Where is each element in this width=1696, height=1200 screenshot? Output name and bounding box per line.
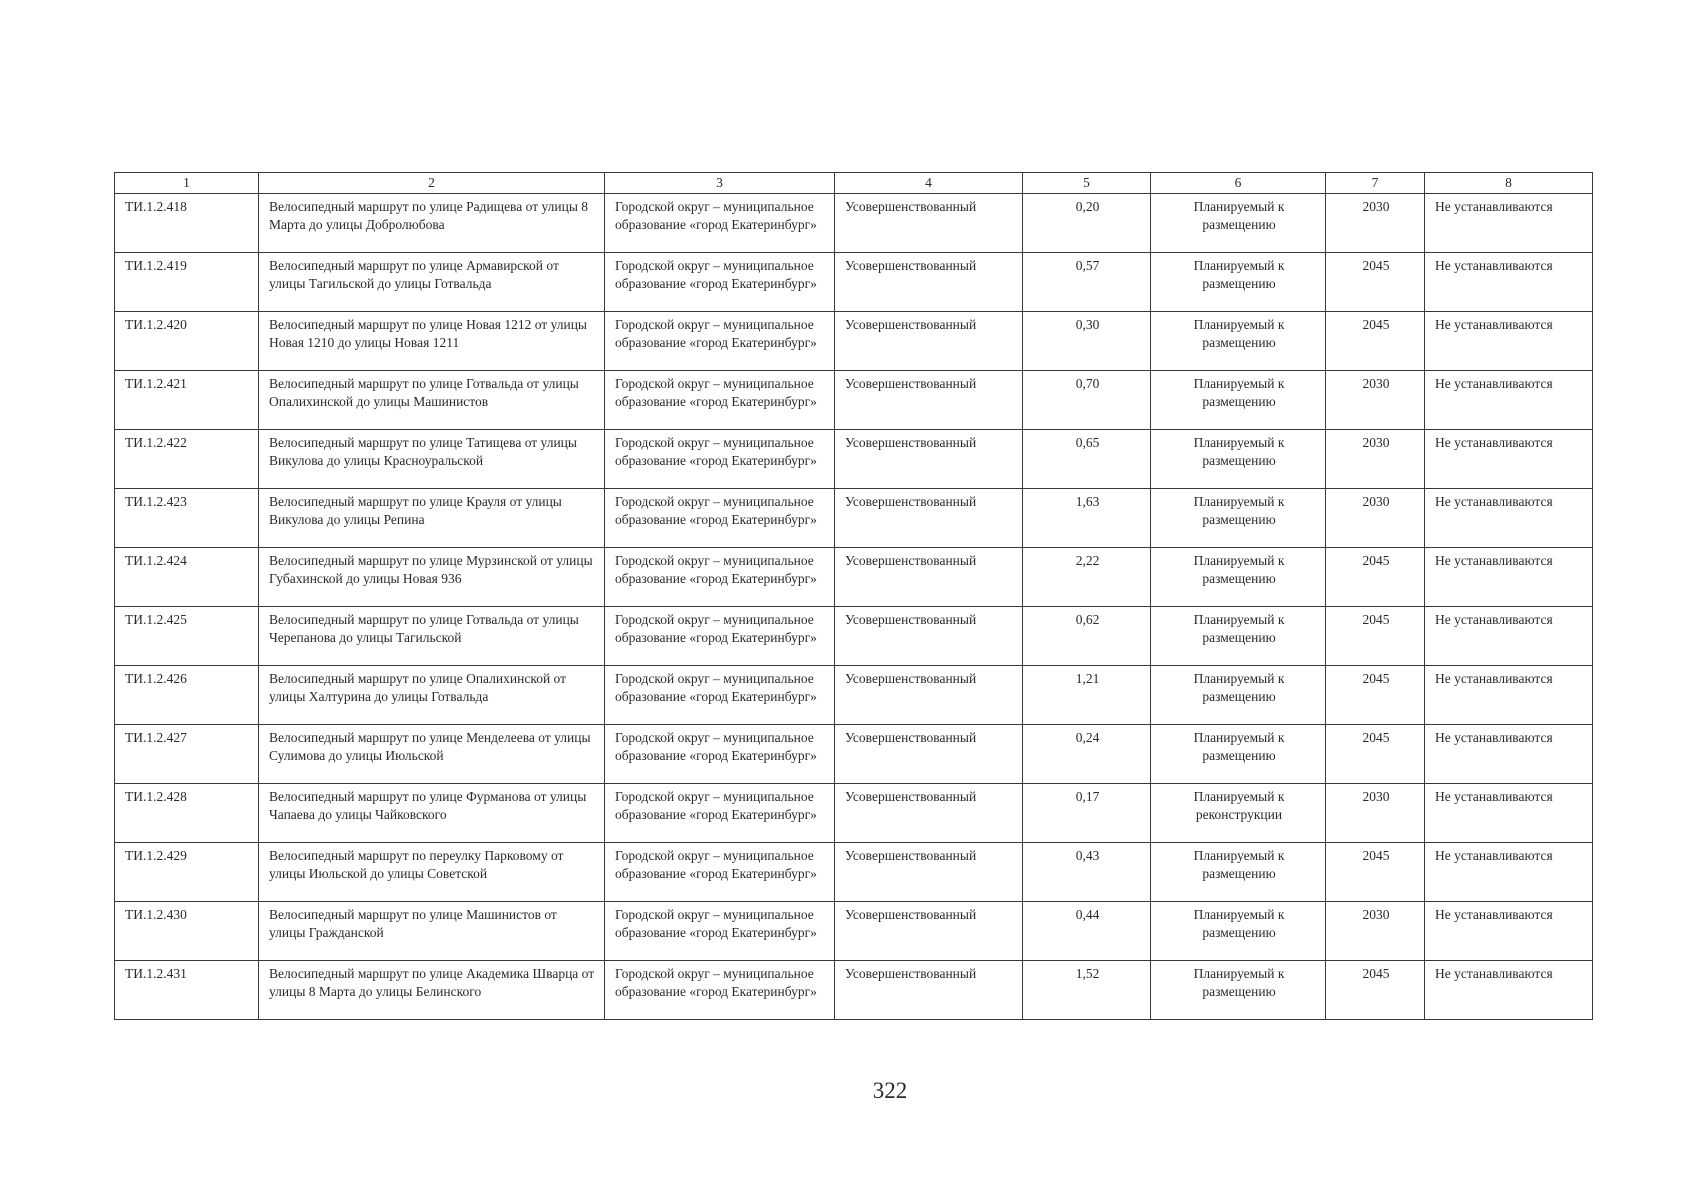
cell-route-name: Велосипедный маршрут по улице Радищева от улицы 8 Марта до улицы Добролюбова bbox=[259, 194, 605, 253]
table-row bbox=[115, 312, 1593, 371]
cell-owner: Городской округ – муниципальное образование «город Екатеринбург» bbox=[605, 253, 835, 312]
header-cell: 1 bbox=[115, 173, 259, 194]
page-number: 322 bbox=[872, 1078, 908, 1103]
cell-route-name: Велосипедный маршрут по улице Новая 1212 от улицы Новая 1210 до улицы Новая 1211 bbox=[259, 312, 605, 371]
routes-table bbox=[114, 172, 1593, 1020]
cell-status: Планируемый к реконструкции bbox=[1151, 784, 1326, 843]
cell-year: 2045 bbox=[1326, 961, 1425, 1020]
cell-surface-type: Усовершенствованный bbox=[835, 784, 1023, 843]
cell-zones: Не устанавливаются bbox=[1425, 312, 1593, 371]
cell-year: 2030 bbox=[1326, 371, 1425, 430]
table-row bbox=[115, 253, 1593, 312]
cell-zones: Не устанавливаются bbox=[1425, 548, 1593, 607]
cell-zones: Не устанавливаются bbox=[1425, 607, 1593, 666]
cell-surface-type: Усовершенствованный bbox=[835, 725, 1023, 784]
cell-year: 2030 bbox=[1326, 194, 1425, 253]
cell-surface-type: Усовершенствованный bbox=[835, 548, 1023, 607]
cell-surface-type: Усовершенствованный bbox=[835, 843, 1023, 902]
cell-surface-type: Усовершенствованный bbox=[835, 194, 1023, 253]
cell-status: Планируемый к размещению bbox=[1151, 725, 1326, 784]
cell-status: Планируемый к размещению bbox=[1151, 961, 1326, 1020]
cell-year: 2045 bbox=[1326, 548, 1425, 607]
cell-surface-type: Усовершенствованный bbox=[835, 666, 1023, 725]
cell-route-name: Велосипедный маршрут по переулку Парковому от улицы Июльской до улицы Советской bbox=[259, 843, 605, 902]
header-cell: 7 bbox=[1326, 173, 1425, 194]
cell-zones: Не устанавливаются bbox=[1425, 253, 1593, 312]
cell-surface-type: Усовершенствованный bbox=[835, 607, 1023, 666]
cell-id: ТИ.1.2.430 bbox=[115, 902, 259, 961]
cell-surface-type: Усовершенствованный bbox=[835, 253, 1023, 312]
cell-year: 2045 bbox=[1326, 843, 1425, 902]
cell-year: 2045 bbox=[1326, 725, 1425, 784]
cell-year: 2030 bbox=[1326, 784, 1425, 843]
cell-id: ТИ.1.2.429 bbox=[115, 843, 259, 902]
cell-status: Планируемый к размещению bbox=[1151, 194, 1326, 253]
cell-zones: Не устанавливаются bbox=[1425, 194, 1593, 253]
cell-route-name: Велосипедный маршрут по улице Академика Шварца от улицы 8 Марта до улицы Белинского bbox=[259, 961, 605, 1020]
cell-length: 0,65 bbox=[1023, 430, 1151, 489]
cell-owner: Городской округ – муниципальное образование «город Екатеринбург» bbox=[605, 902, 835, 961]
cell-length: 0,20 bbox=[1023, 194, 1151, 253]
cell-route-name: Велосипедный маршрут по улице Крауля от улицы Викулова до улицы Репина bbox=[259, 489, 605, 548]
table-row bbox=[115, 902, 1593, 961]
table-row bbox=[115, 548, 1593, 607]
header-cell: 3 bbox=[605, 173, 835, 194]
table-body bbox=[115, 194, 1593, 1020]
cell-id: ТИ.1.2.431 bbox=[115, 961, 259, 1020]
cell-id: ТИ.1.2.424 bbox=[115, 548, 259, 607]
cell-owner: Городской округ – муниципальное образование «город Екатеринбург» bbox=[605, 666, 835, 725]
table-row bbox=[115, 784, 1593, 843]
cell-length: 0,70 bbox=[1023, 371, 1151, 430]
cell-length: 0,62 bbox=[1023, 607, 1151, 666]
cell-zones: Не устанавливаются bbox=[1425, 489, 1593, 548]
cell-zones: Не устанавливаются bbox=[1425, 371, 1593, 430]
cell-year: 2045 bbox=[1326, 607, 1425, 666]
table-row bbox=[115, 666, 1593, 725]
cell-id: ТИ.1.2.422 bbox=[115, 430, 259, 489]
cell-route-name: Велосипедный маршрут по улице Машинистов от улицы Гражданской bbox=[259, 902, 605, 961]
cell-owner: Городской округ – муниципальное образование «город Екатеринбург» bbox=[605, 784, 835, 843]
cell-route-name: Велосипедный маршрут по улице Фурманова от улицы Чапаева до улицы Чайковского bbox=[259, 784, 605, 843]
cell-surface-type: Усовершенствованный bbox=[835, 312, 1023, 371]
cell-length: 1,52 bbox=[1023, 961, 1151, 1020]
cell-id: ТИ.1.2.420 bbox=[115, 312, 259, 371]
table-row bbox=[115, 489, 1593, 548]
cell-year: 2045 bbox=[1326, 312, 1425, 371]
cell-route-name: Велосипедный маршрут по улице Готвальда от улицы Опалихинской до улицы Машинистов bbox=[259, 371, 605, 430]
cell-length: 0,57 bbox=[1023, 253, 1151, 312]
cell-surface-type: Усовершенствованный bbox=[835, 489, 1023, 548]
cell-zones: Не устанавливаются bbox=[1425, 843, 1593, 902]
cell-year: 2045 bbox=[1326, 666, 1425, 725]
cell-owner: Городской округ – муниципальное образование «город Екатеринбург» bbox=[605, 961, 835, 1020]
cell-id: ТИ.1.2.419 bbox=[115, 253, 259, 312]
table-row bbox=[115, 430, 1593, 489]
cell-id: ТИ.1.2.428 bbox=[115, 784, 259, 843]
cell-id: ТИ.1.2.427 bbox=[115, 725, 259, 784]
cell-surface-type: Усовершенствованный bbox=[835, 371, 1023, 430]
table-row bbox=[115, 607, 1593, 666]
cell-owner: Городской округ – муниципальное образование «город Екатеринбург» bbox=[605, 312, 835, 371]
cell-route-name: Велосипедный маршрут по улице Готвальда от улицы Черепанова до улицы Тагильской bbox=[259, 607, 605, 666]
cell-route-name: Велосипедный маршрут по улице Армавирской от улицы Тагильской до улицы Готвальда bbox=[259, 253, 605, 312]
cell-zones: Не устанавливаются bbox=[1425, 902, 1593, 961]
cell-status: Планируемый к размещению bbox=[1151, 607, 1326, 666]
cell-length: 0,24 bbox=[1023, 725, 1151, 784]
cell-owner: Городской округ – муниципальное образование «город Екатеринбург» bbox=[605, 371, 835, 430]
cell-status: Планируемый к размещению bbox=[1151, 253, 1326, 312]
cell-owner: Городской округ – муниципальное образование «город Екатеринбург» bbox=[605, 843, 835, 902]
cell-route-name: Велосипедный маршрут по улице Мурзинской от улицы Губахинской до улицы Новая 936 bbox=[259, 548, 605, 607]
cell-length: 2,22 bbox=[1023, 548, 1151, 607]
header-cell: 4 bbox=[835, 173, 1023, 194]
cell-length: 0,30 bbox=[1023, 312, 1151, 371]
cell-year: 2030 bbox=[1326, 902, 1425, 961]
cell-year: 2030 bbox=[1326, 489, 1425, 548]
cell-zones: Не устанавливаются bbox=[1425, 725, 1593, 784]
header-cell: 5 bbox=[1023, 173, 1151, 194]
table-row bbox=[115, 725, 1593, 784]
cell-length: 0,44 bbox=[1023, 902, 1151, 961]
cell-id: ТИ.1.2.426 bbox=[115, 666, 259, 725]
cell-route-name: Велосипедный маршрут по улице Менделеева от улицы Сулимова до улицы Июльской bbox=[259, 725, 605, 784]
cell-surface-type: Усовершенствованный bbox=[835, 430, 1023, 489]
cell-owner: Городской округ – муниципальное образование «город Екатеринбург» bbox=[605, 607, 835, 666]
cell-status: Планируемый к размещению bbox=[1151, 843, 1326, 902]
cell-zones: Не устанавливаются bbox=[1425, 666, 1593, 725]
cell-year: 2045 bbox=[1326, 253, 1425, 312]
cell-zones: Не устанавливаются bbox=[1425, 784, 1593, 843]
cell-zones: Не устанавливаются bbox=[1425, 961, 1593, 1020]
cell-route-name: Велосипедный маршрут по улице Опалихинской от улицы Халтурина до улицы Готвальда bbox=[259, 666, 605, 725]
cell-surface-type: Усовершенствованный bbox=[835, 902, 1023, 961]
cell-owner: Городской округ – муниципальное образование «город Екатеринбург» bbox=[605, 725, 835, 784]
cell-year: 2030 bbox=[1326, 430, 1425, 489]
cell-id: ТИ.1.2.418 bbox=[115, 194, 259, 253]
cell-zones: Не устанавливаются bbox=[1425, 430, 1593, 489]
cell-status: Планируемый к размещению bbox=[1151, 430, 1326, 489]
cell-route-name: Велосипедный маршрут по улице Татищева от улицы Викулова до улицы Красноуральской bbox=[259, 430, 605, 489]
cell-id: ТИ.1.2.421 bbox=[115, 371, 259, 430]
cell-owner: Городской округ – муниципальное образование «город Екатеринбург» bbox=[605, 548, 835, 607]
header-row bbox=[115, 173, 1593, 194]
cell-status: Планируемый к размещению bbox=[1151, 371, 1326, 430]
cell-length: 0,43 bbox=[1023, 843, 1151, 902]
cell-length: 1,63 bbox=[1023, 489, 1151, 548]
header-cell: 8 bbox=[1425, 173, 1593, 194]
cell-status: Планируемый к размещению bbox=[1151, 666, 1326, 725]
cell-length: 0,17 bbox=[1023, 784, 1151, 843]
table-row bbox=[115, 371, 1593, 430]
cell-surface-type: Усовершенствованный bbox=[835, 961, 1023, 1020]
table-row bbox=[115, 194, 1593, 253]
cell-owner: Городской округ – муниципальное образование «город Екатеринбург» bbox=[605, 489, 835, 548]
header-cell: 2 bbox=[259, 173, 605, 194]
table-row bbox=[115, 843, 1593, 902]
cell-status: Планируемый к размещению bbox=[1151, 489, 1326, 548]
cell-status: Планируемый к размещению bbox=[1151, 312, 1326, 371]
header-cell: 6 bbox=[1151, 173, 1326, 194]
cell-id: ТИ.1.2.425 bbox=[115, 607, 259, 666]
cell-owner: Городской округ – муниципальное образование «город Екатеринбург» bbox=[605, 430, 835, 489]
table-row bbox=[115, 961, 1593, 1020]
cell-status: Планируемый к размещению bbox=[1151, 548, 1326, 607]
cell-status: Планируемый к размещению bbox=[1151, 902, 1326, 961]
cell-length: 1,21 bbox=[1023, 666, 1151, 725]
cell-owner: Городской округ – муниципальное образование «город Екатеринбург» bbox=[605, 194, 835, 253]
cell-id: ТИ.1.2.423 bbox=[115, 489, 259, 548]
